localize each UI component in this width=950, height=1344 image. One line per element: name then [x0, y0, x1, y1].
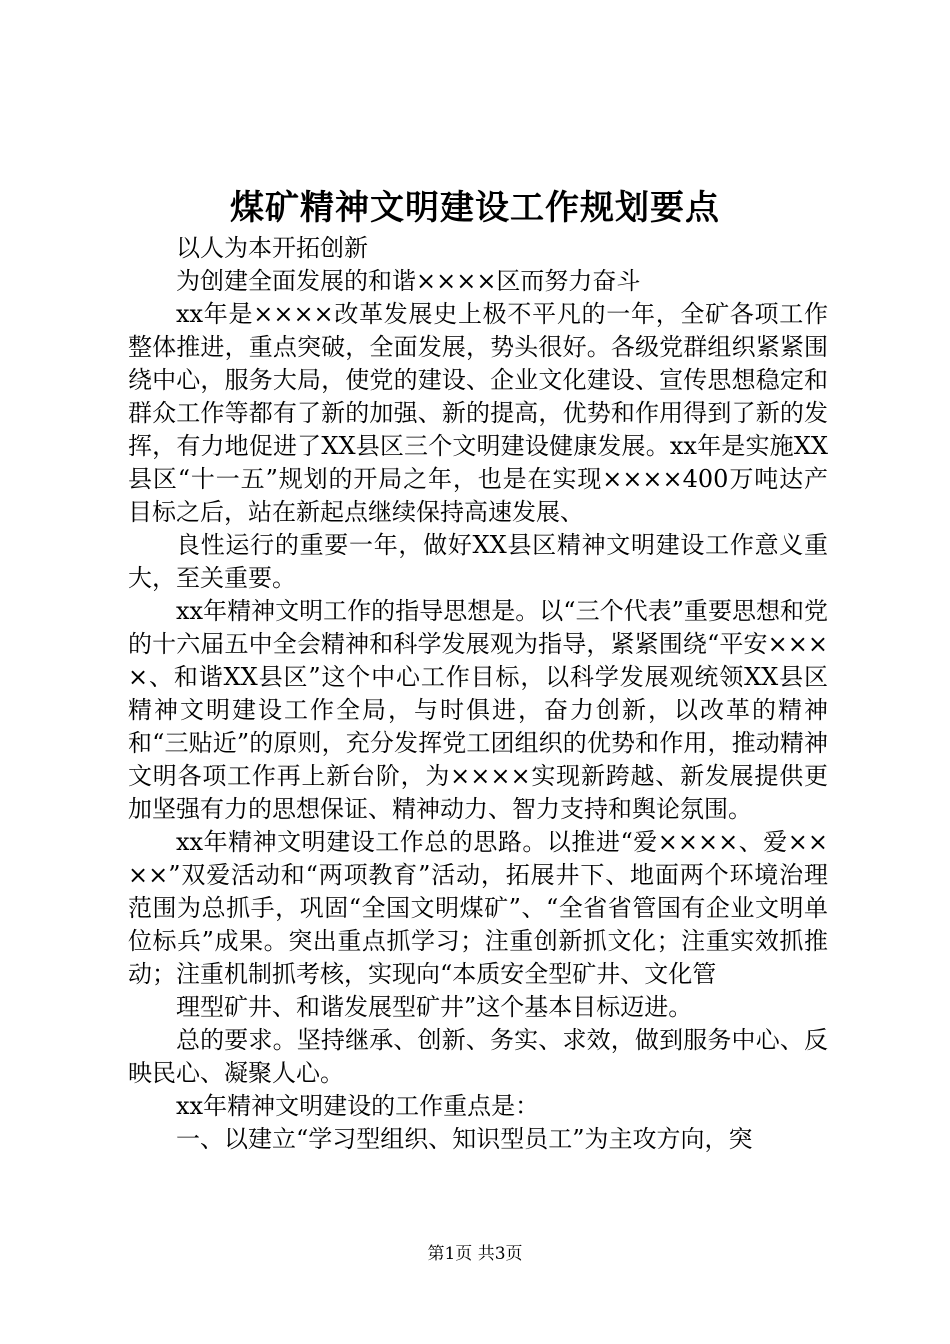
- page-footer: 第1页 共3页: [427, 1244, 523, 1264]
- paragraph-2: 为创建全面发展的和谐××××区而努力奋斗: [176, 267, 641, 295]
- document-title: 煤矿精神文明建设工作规划要点: [230, 188, 720, 228]
- paragraph-5: xx年精神文明工作的指导思想是。以“三个代表”重要思想和党的十六届五中全会精神和科学发展观为指导，紧紧围绕“平安××××、和谐XX县区”这个中心工作目标，以科学发展观统领XX县区精神文明建设工作全局，与时俱进，奋力创新，以改革的精神和“三贴近”的原则，充分发挥党工团组织的优势和作用，推动精神文明各项工作再上新台阶，为××××实现新跨越、新发展提供更加坚强有力的思想保证、精神动力、智力支持和舆论氛围。: [128, 597, 828, 823]
- document-body: [128, 232, 828, 1156]
- paragraph-4: 良性运行的重要一年，做好XX县区精神文明建设工作意义重大，至关重要。: [128, 531, 828, 592]
- paragraph-6: xx年精神文明建设工作总的思路。以推进“爱××××、爱××××”双爱活动和“两项教育”活动，拓展井下、地面两个环境治理范围为总抓手，巩固“全国文明煤矿”、“全省省管国有企业文明单位标兵”成果。突出重点抓学习；注重创新抓文化；注重实效抓推动；注重机制抓考核，实现向“本质安全型矿井、文化管: [128, 828, 828, 988]
- paragraph-1: 以人为本开拓创新: [176, 234, 368, 262]
- paragraph-10: 一、以建立“学习型组织、知识型员工”为主攻方向，突: [176, 1125, 753, 1153]
- paragraph-7: 理型矿井、和谐发展型矿井”这个基本目标迈进。: [176, 993, 693, 1021]
- paragraph-8: 总的要求。坚持继承、创新、务实、求效，做到服务中心、反映民心、凝聚人心。: [128, 1026, 828, 1087]
- paragraph-3: xx年是××××改革发展史上极不平凡的一年，全矿各项工作整体推进，重点突破，全面发展，势头很好。各级党群组织紧紧围绕中心，服务大局，使党的建设、企业文化建设、宣传思想稳定和群众工作等都有了新的加强、新的提高，优势和作用得到了新的发挥，有力地促进了XX县区三个文明建设健康发展。xx年是实施XX县区“十一五”规划的开局之年，也是在实现××××400万吨达产目标之后，站在新起点继续保持高速发展、: [128, 300, 828, 526]
- paragraph-9: xx年精神文明建设的工作重点是：: [176, 1092, 540, 1120]
